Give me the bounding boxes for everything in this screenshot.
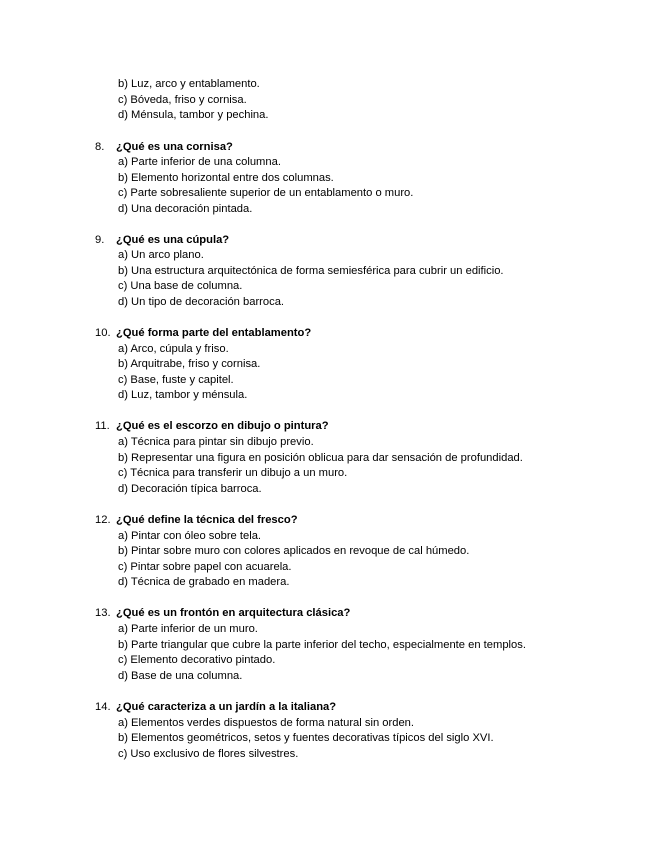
question-10-option-b: b) Arquitrabe, friso y cornisa.: [118, 358, 261, 370]
question-14-option-c: c) Uso exclusivo de flores silvestres.: [118, 748, 299, 760]
question-13-text: ¿Qué es un frontón en arquitectura clásica?: [116, 607, 351, 619]
question-11-option-a: a) Técnica para pintar sin dibujo previo.: [118, 436, 314, 448]
question-11-number: 11.: [95, 420, 110, 432]
question-10-number: 10.: [95, 327, 111, 339]
question-11-text: ¿Qué es el escorzo en dibujo o pintura?: [116, 420, 329, 432]
question-10-option-c: c) Base, fuste y capitel.: [118, 374, 234, 386]
question-14-number: 14.: [95, 701, 111, 713]
question-12-text: ¿Qué define la técnica del fresco?: [116, 514, 298, 526]
question-9-option-d: d) Un tipo de decoración barroca.: [118, 296, 285, 308]
question-9-option-a: a) Un arco plano.: [118, 249, 204, 261]
question-11-option-d: d) Decoración típica barroca.: [118, 483, 262, 495]
question-13-option-c: c) Elemento decorativo pintado.: [118, 654, 276, 666]
question-8-option-d: d) Una decoración pintada.: [118, 203, 253, 215]
question-14-text: ¿Qué caracteriza a un jardín a la italiana?: [116, 701, 337, 713]
question-10-option-d: d) Luz, tambor y ménsula.: [118, 389, 248, 401]
question-8-option-b: b) Elemento horizontal entre dos columnas.: [118, 172, 334, 184]
question-11-option-b: b) Representar una figura en posición oblicua para dar sensación de profundidad.: [118, 452, 523, 464]
option-continued-c: c) Bóveda, friso y cornisa.: [118, 94, 247, 106]
question-13-option-a: a) Parte inferior de un muro.: [118, 623, 258, 635]
question-12-option-b: b) Pintar sobre muro con colores aplicados en revoque de cal húmedo.: [118, 545, 470, 557]
question-8-number: 8.: [95, 141, 105, 153]
question-8-option-c: c) Parte sobresaliente superior de un entablamento o muro.: [118, 187, 414, 199]
question-13-number: 13.: [95, 607, 111, 619]
question-12-option-c: c) Pintar sobre papel con acuarela.: [118, 561, 292, 573]
question-13-option-b: b) Parte triangular que cubre la parte inferior del techo, especialmente en templos.: [118, 639, 526, 651]
question-9-number: 9.: [95, 234, 105, 246]
question-14-option-b: b) Elementos geométricos, setos y fuentes decorativas típicos del siglo XVI.: [118, 732, 494, 744]
question-12-option-a: a) Pintar con óleo sobre tela.: [118, 530, 262, 542]
question-8-option-a: a) Parte inferior de una columna.: [118, 156, 281, 168]
question-9-text: ¿Qué es una cúpula?: [116, 234, 230, 246]
question-12-option-d: d) Técnica de grabado en madera.: [118, 576, 290, 588]
option-continued-b: b) Luz, arco y entablamento.: [118, 78, 260, 90]
question-12-number: 12.: [95, 514, 111, 526]
question-14-option-a: a) Elementos verdes dispuestos de forma natural sin orden.: [118, 717, 415, 729]
question-11-option-c: c) Técnica para transferir un dibujo a un muro.: [118, 467, 348, 479]
question-8-text: ¿Qué es una cornisa?: [116, 141, 233, 153]
question-9-option-c: c) Una base de columna.: [118, 280, 243, 292]
question-10-option-a: a) Arco, cúpula y friso.: [118, 343, 229, 355]
question-10-text: ¿Qué forma parte del entablamento?: [116, 327, 312, 339]
question-9-option-b: b) Una estructura arquitectónica de forma semiesférica para cubrir un edificio.: [118, 265, 504, 277]
question-13-option-d: d) Base de una columna.: [118, 670, 243, 682]
option-continued-d: d) Ménsula, tambor y pechina.: [118, 109, 269, 121]
